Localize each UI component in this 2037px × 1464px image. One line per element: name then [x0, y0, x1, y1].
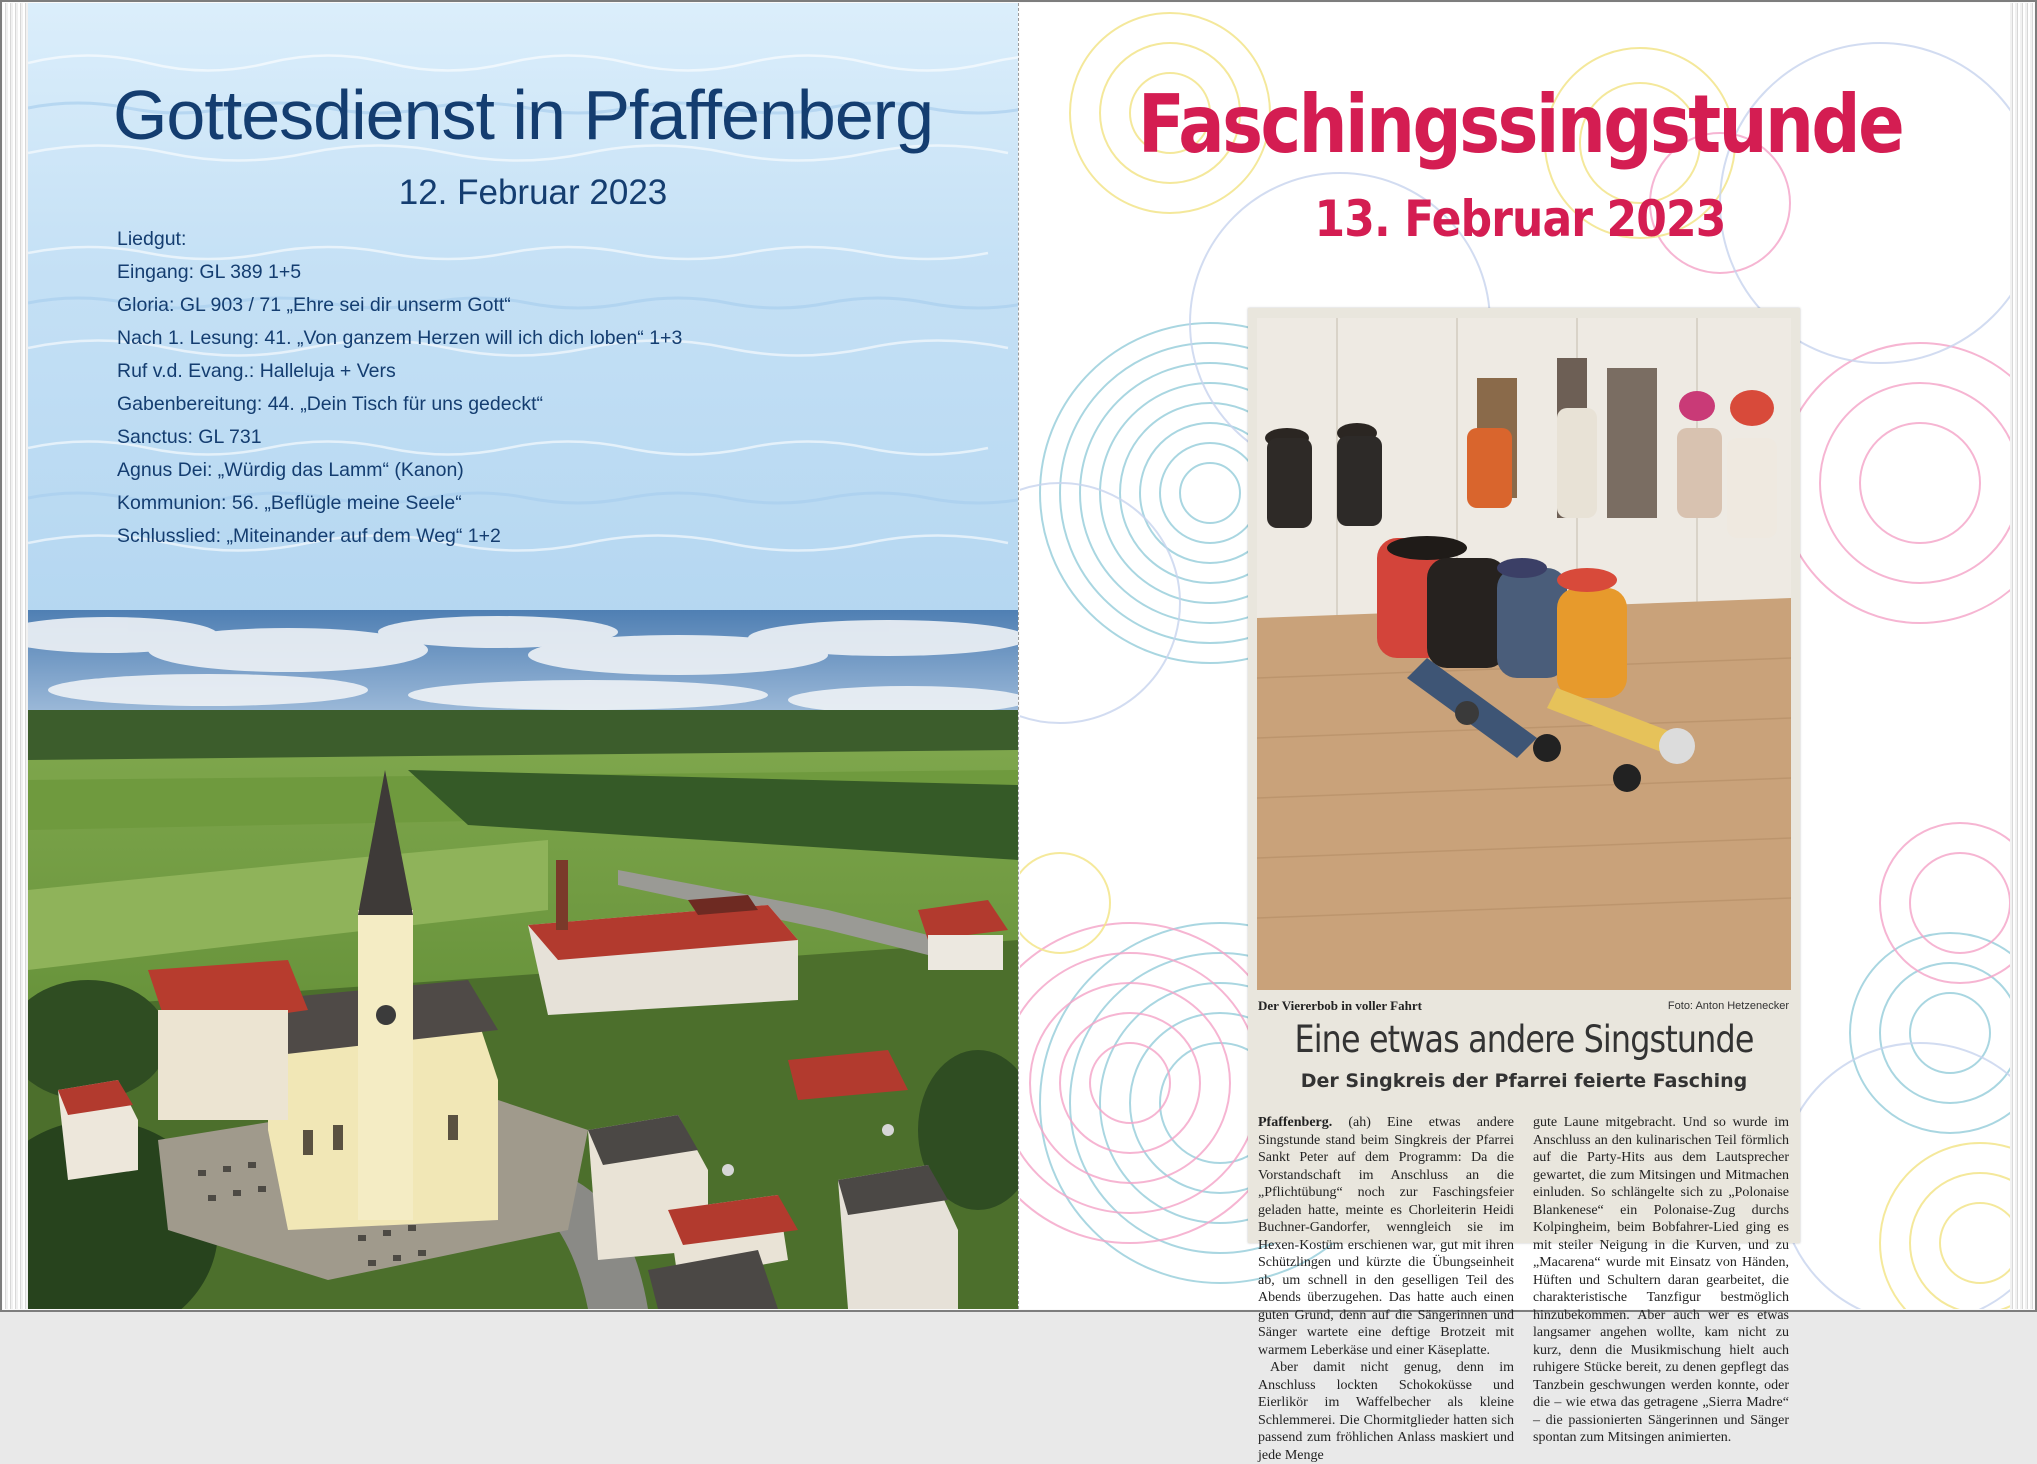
- service-title: Gottesdienst in Pfaffenberg: [112, 76, 934, 154]
- page-divider: [1018, 3, 1019, 1309]
- event-title: Faschingssingstunde: [1137, 78, 1903, 171]
- right-page-edge: [2010, 3, 2034, 1309]
- article-column-2: [1533, 1114, 1789, 1447]
- hymn-list-heading: Liedgut:: [117, 228, 187, 250]
- event-date: 13. Februar 2023: [1314, 190, 1726, 248]
- hymn-item: Nach 1. Lesung: 41. „Von ganzem Herzen will ich dich loben“ 1+3: [117, 327, 683, 349]
- hymn-item: Gabenbereitung: 44. „Dein Tisch für uns gedeckt“: [117, 393, 543, 415]
- article-paragraph: [1258, 1114, 1514, 1359]
- hymn-item: Agnus Dei: „Würdig das Lamm“ (Kanon): [117, 459, 464, 481]
- newspaper-clipping: [1248, 308, 1800, 1463]
- article-subheadline: Der Singkreis der Pfarrei feierte Fasching: [1300, 1070, 1748, 1092]
- hymn-item: Gloria: GL 903 / 71 „Ehre sei dir unserm Gott“: [117, 294, 511, 316]
- left-page-edge: [3, 3, 28, 1309]
- photo-credit: Foto: Anton Hetzenecker: [1667, 1000, 1789, 1012]
- group-photo: [1257, 318, 1791, 990]
- hymn-item: Eingang: GL 389 1+5: [117, 261, 302, 283]
- church-aerial-photo: [28, 610, 1018, 1309]
- article-paragraph: Aber damit nicht genug, denn im Anschluss lockten Schokoküsse und Eierlikör im Waffelbecher als kleine Schlemmerei. Die Chormitglieder hatten sich passend zum fröhlichen Anlass maskiert und jede Menge: [1258, 1360, 1514, 1463]
- left-page: [28, 3, 1018, 1309]
- article-text: (ah) Eine etwas andere Singstunde stand beim Singkreis der Pfarrei Sankt Peter auf dem Programm: Da die Vorstandschaft im Anschluss an die „Pflichtübung“ noch zur Faschingsfeier geladen hatte, meinte es Chorleiterin Heidi Buchner-Gandorfer, wenngleich sie im Hexen-Kostüm erschienen war, gut mit ihren Schützlingen und kürzte die Übungseinheit ab, um schnell in den geselligen Teil des Abends überzugehen. Das hatte auch einen guten Grund, denn auf die Sängerinnen und Sänger wartete eine deftige Brotzeit mit warmem Leberkäse und einer Käseplatte.: [1258, 1115, 1515, 1358]
- article-paragraph: gute Laune mitgebracht. Und so wurde im Anschluss an den kulinarischen Teil förmlich auf die Party-Hits aus dem Lautsprecher gewartet, die zum Mitsingen und Mitmachen einluden. So schlängelte sich zu „Polonaise Blankenese“ ein Polonaise-Zug durchs Kolpingheim, beim Bobfahrer-Lied ging es mit steiler Neigung in die Kurven, und zu „Macarena“ wurde mit Einsatz von Händen, Hüften und Schultern daran gearbeitet, die charakteristische Tanzfigur bestmöglich hinzubekommen. Aber auch wer es etwas langsamer angehen wollte, kam nicht zu kurz, denn die Musikmischung hielt auch ruhigere Stücke bereit, zu denen gepflegt das Tanzbein geschwungen werden konnte, oder die – wie etwa das getragene „Sierra Madre“ – die passionierten Sängerinnen und Sänger spontan zum Mitsingen animierten.: [1533, 1115, 1789, 1445]
- hymn-item: Ruf v.d. Evang.: Halleluja + Vers: [117, 360, 396, 382]
- article-headline: Eine etwas andere Singstunde: [1294, 1018, 1754, 1061]
- service-date: 12. Februar 2023: [398, 173, 668, 212]
- hymn-list: [117, 223, 977, 553]
- article-column-1: [1258, 1114, 1514, 1464]
- hymn-item: Kommunion: 56. „Beflügle meine Seele“: [117, 492, 462, 514]
- hymn-item: Sanctus: GL 731: [117, 426, 262, 448]
- photo-caption: Der Viererbob in voller Fahrt: [1258, 998, 1422, 1013]
- article-dateline: Pfaffenberg.: [1258, 1115, 1333, 1130]
- hymn-item: Schlusslied: „Miteinander auf dem Weg“ 1+2: [117, 525, 501, 547]
